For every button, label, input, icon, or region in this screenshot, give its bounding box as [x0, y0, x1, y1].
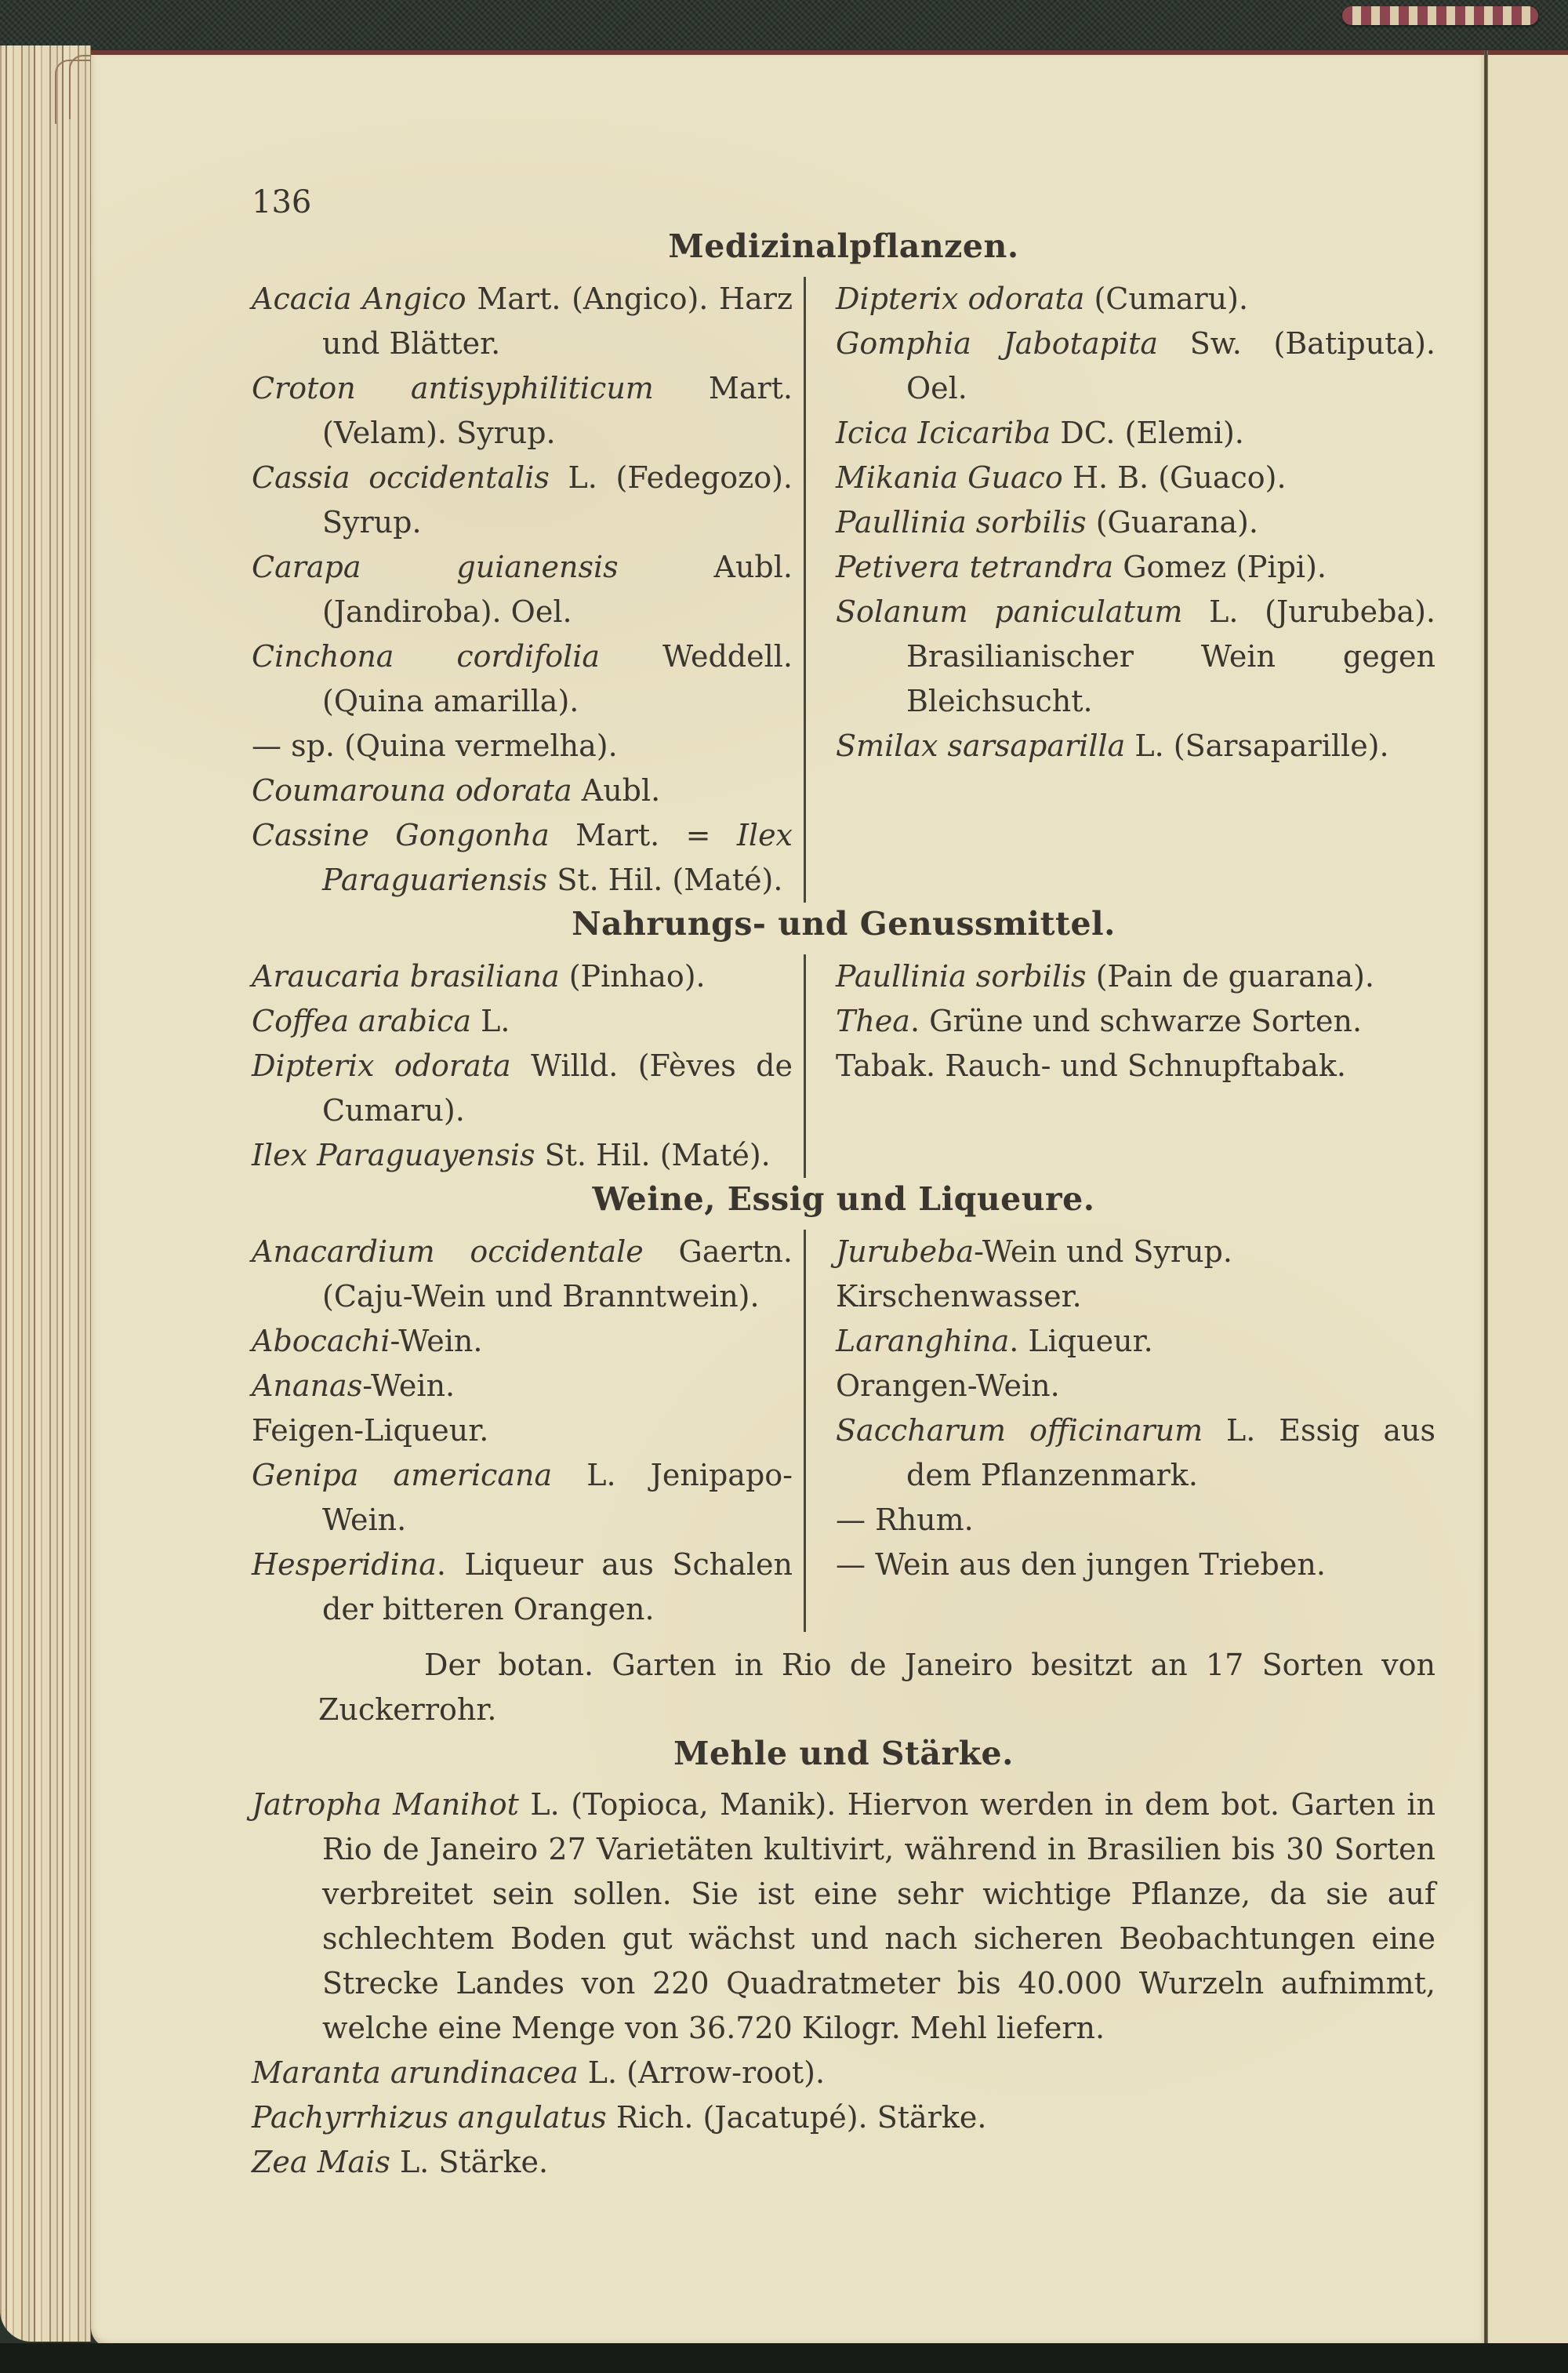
- entry-text: — Rhum.: [836, 1503, 974, 1537]
- list-entry: [836, 411, 1436, 456]
- entry-text: H. B. (Guaco).: [1062, 460, 1287, 495]
- list-entry: [836, 456, 1436, 500]
- species-name: Hesperidina: [252, 1547, 437, 1582]
- species-name: Petivera tetrandra: [836, 550, 1114, 584]
- list-entry: [252, 813, 793, 903]
- list-entry: [252, 1453, 793, 1543]
- page-content: [252, 55, 1436, 2185]
- book-cover-cloth: [0, 0, 1568, 49]
- section-medizinalpflanzen-columns: [252, 277, 1436, 903]
- species-name: Carapa guianensis: [252, 550, 619, 584]
- list-entry: [836, 1408, 1436, 1498]
- species-name: Solanum paniculatum: [836, 594, 1183, 629]
- list-entry: [836, 1230, 1436, 1274]
- species-name: Dipterix odorata: [252, 1048, 511, 1083]
- entry-text: . Liqueur.: [1009, 1324, 1153, 1358]
- section-heading-mehle: Mehle und Stärke.: [673, 1735, 1014, 1772]
- book-headband: [1342, 6, 1538, 25]
- species-name: Coumarouna odorata: [252, 773, 572, 808]
- list-entry: [252, 954, 793, 999]
- entry-text: Rich. (Jacatupé). Stärke.: [606, 2100, 987, 2135]
- entry-text: L.: [471, 1004, 510, 1038]
- entry-text: DC. (Elemi).: [1051, 416, 1244, 450]
- list-entry: [252, 1319, 793, 1364]
- list-entry: [252, 1408, 793, 1453]
- species-name: Acacia Angico: [252, 282, 466, 316]
- list-entry: [252, 769, 793, 813]
- species-name: Dipterix odorata: [836, 282, 1085, 316]
- entry-text: . Grüne und schwarze Sorten.: [909, 1004, 1363, 1038]
- species-name: Jatropha Manihot: [252, 1787, 519, 1822]
- list-entry: [836, 1044, 1436, 1088]
- column-right: [806, 277, 1436, 903]
- species-name: Araucaria brasiliana: [252, 959, 560, 994]
- entry-text: L. Essig aus dem Pflanzenmark.: [906, 1413, 1436, 1492]
- entry-text: Willd. (Fèves de Cumaru).: [322, 1048, 793, 1128]
- list-entry: [836, 999, 1436, 1044]
- entry-text: St. Hil. (Maté).: [535, 1138, 771, 1172]
- column-left: [252, 1230, 793, 1632]
- species-name: Coffea arabica: [252, 1004, 471, 1038]
- species-name: Smilax sarsaparilla: [836, 729, 1126, 763]
- list-entry: [836, 322, 1436, 411]
- list-entry: [836, 1543, 1436, 1587]
- column-left: [252, 954, 793, 1178]
- list-entry: [252, 545, 793, 634]
- book-page: [91, 50, 1484, 2348]
- list-entry: [252, 1782, 1436, 2051]
- page-number: 136: [252, 184, 312, 220]
- entry-text: Gomez (Pipi).: [1113, 550, 1327, 584]
- entry-text: Kirschenwasser.: [836, 1279, 1082, 1314]
- entry-text: — Wein aus den jungen Trieben.: [836, 1547, 1326, 1582]
- entry-text: Mart. =: [549, 818, 737, 852]
- entry-text: Aubl.: [572, 773, 661, 808]
- species-name: Genipa americana: [252, 1458, 553, 1492]
- page-fore-edges: [0, 45, 91, 2342]
- species-name: Thea: [836, 1004, 910, 1038]
- entry-text: L. (Jurubeba). Brasilianischer Wein gegen Bleichsucht.: [906, 594, 1436, 718]
- list-entry: [252, 366, 793, 456]
- entry-text: L. (Fedegozo). Syrup.: [322, 460, 793, 540]
- list-entry: [252, 999, 793, 1044]
- entry-text: (Pinhao).: [559, 959, 706, 994]
- section-heading-medizinalpflanzen: Medizinalpflanzen.: [668, 227, 1019, 265]
- list-entry: [252, 1230, 793, 1319]
- section-heading-weine: Weine, Essig und Liqueure.: [592, 1180, 1095, 1218]
- species-name: Jurubeba: [836, 1234, 975, 1269]
- list-entry: [252, 2095, 1436, 2140]
- section-nahrungsmittel-columns: [252, 954, 1436, 1178]
- species-name: Gomphia Jabotapita: [836, 326, 1158, 361]
- list-entry: [252, 724, 793, 769]
- bottom-shadow: [0, 2343, 1568, 2373]
- species-name: Saccharum officinarum: [836, 1413, 1203, 1448]
- list-entry: [252, 2140, 1436, 2185]
- entry-text: Mart. (Velam). Syrup.: [322, 371, 793, 450]
- entry-text: Gaertn. (Caju-Wein und Branntwein).: [322, 1234, 793, 1314]
- species-name: Cinchona cordifolia: [252, 639, 601, 674]
- entry-text: Sw. (Batiputa). Oel.: [906, 326, 1436, 405]
- list-entry: [252, 1364, 793, 1408]
- species-name: Mikania Guaco: [836, 460, 1063, 495]
- list-entry: [836, 954, 1436, 999]
- list-entry: [836, 545, 1436, 590]
- entry-text: (Cumaru).: [1084, 282, 1249, 316]
- list-entry: [252, 277, 793, 366]
- entry-text: (Pain de guarana).: [1086, 959, 1374, 994]
- entry-text: Aubl. (Jandiroba). Oel.: [322, 550, 793, 629]
- species-name: Paullinia sorbilis: [836, 959, 1087, 994]
- list-entry: [252, 2051, 1436, 2095]
- zuckerrohr-paragraph: Der botan. Garten in Rio de Janeiro besitzt an 17 Sorten von Zuckerrohr.: [318, 1648, 1436, 1727]
- column-right: [806, 1230, 1436, 1632]
- list-entry: [252, 456, 793, 545]
- section-weine-columns: [252, 1230, 1436, 1632]
- list-entry: [836, 590, 1436, 724]
- species-name: Laranghina: [836, 1324, 1010, 1358]
- entry-text: Mart. (Angico). Harz und Blätter.: [322, 282, 793, 361]
- entry-text: Tabak. Rauch- und Schnupftabak.: [836, 1048, 1346, 1083]
- species-name: Anacardium occidentale: [252, 1234, 644, 1269]
- entry-text: — sp. (Quina vermelha).: [252, 729, 618, 763]
- entry-text: (Guarana).: [1086, 505, 1258, 540]
- entry-text: St. Hil. (Maté).: [547, 863, 783, 897]
- entry-text: Orangen-Wein.: [836, 1368, 1060, 1403]
- list-entry: [252, 1044, 793, 1133]
- list-entry: [836, 1274, 1436, 1319]
- species-name: Croton antisyphiliticum: [252, 371, 654, 405]
- column-left: [252, 277, 793, 903]
- species-name: Pachyrrhizus angulatus: [252, 2100, 607, 2135]
- entry-text: L. (Topioca, Manik). Hiervon werden in dem bot. Garten in Rio de Janeiro 27 Varietäten kultivirt, während in Brasilien bis 30 Sorten verbreitet sein sollen. Sie ist eine sehr wichtige Pflanze, da sie auf schlechtem Boden gut wächst und nach sicheren Beobachtungen eine Strecke Landes von 220 Quadratmeter bis 40.000 Wurzeln aufnimmt, welche eine Menge von 36.720 Kilogr. Mehl liefern.: [322, 1787, 1436, 2045]
- section-heading-nahrungsmittel: Nahrungs- und Genussmittel.: [572, 905, 1116, 943]
- list-entry: [836, 1498, 1436, 1543]
- species-name: Ilex Paraguariensis: [322, 818, 793, 897]
- species-name: Zea Mais: [252, 2145, 390, 2179]
- entry-text: Feigen-Liqueur.: [252, 1413, 489, 1448]
- entry-text: -Wein und Syrup.: [974, 1234, 1232, 1269]
- column-right: [806, 954, 1436, 1178]
- list-entry: [252, 634, 793, 724]
- list-entry: [836, 277, 1436, 322]
- species-name: Paullinia sorbilis: [836, 505, 1087, 540]
- species-name: Icica Icicariba: [836, 416, 1051, 450]
- list-entry: [836, 1319, 1436, 1364]
- list-entry: [836, 724, 1436, 769]
- section-mehle-list: [252, 1782, 1436, 2185]
- entry-text: -Wein.: [390, 1324, 483, 1358]
- species-name: Cassia occidentalis: [252, 460, 550, 495]
- entry-text: L. (Arrow-root).: [578, 2055, 826, 2090]
- list-entry: [252, 1133, 793, 1178]
- species-name: Cassine Gongonha: [252, 818, 550, 852]
- species-name: Maranta arundinacea: [252, 2055, 579, 2090]
- entry-text: . Liqueur aus Schalen der bitteren Orangen.: [322, 1547, 793, 1626]
- species-name: Ananas: [252, 1368, 363, 1403]
- list-entry: [836, 1364, 1436, 1408]
- species-name: Abocachi: [252, 1324, 390, 1358]
- list-entry: [252, 1543, 793, 1632]
- entry-text: L. Stärke.: [390, 2145, 549, 2179]
- entry-text: L. Jenipapo-Wein.: [322, 1458, 793, 1537]
- entry-text: L. (Sarsaparille).: [1125, 729, 1389, 763]
- list-entry: [836, 500, 1436, 545]
- entry-text: -Wein.: [362, 1368, 456, 1403]
- entry-text: Weddell. (Quina amarilla).: [322, 639, 793, 718]
- species-name: Ilex Paraguayensis: [252, 1138, 535, 1172]
- facing-page-edge: [1488, 50, 1568, 2348]
